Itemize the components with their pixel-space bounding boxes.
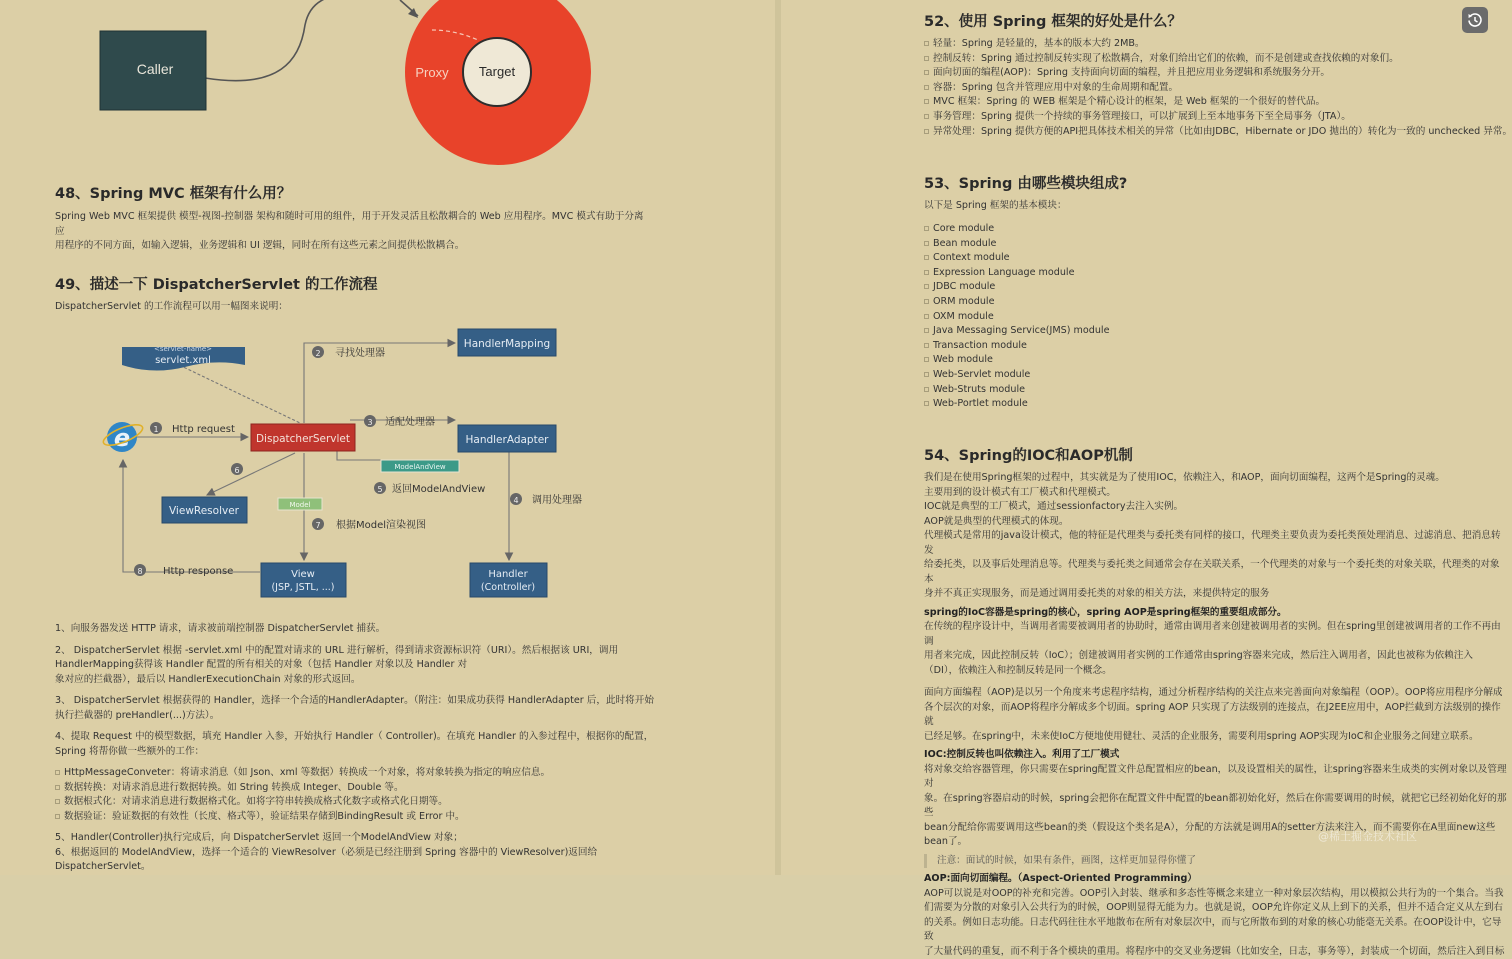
history-restore-button[interactable] [1462, 7, 1488, 33]
module-item: Context module [924, 251, 1110, 266]
text-line: 的关系。例如日志功能。日志代码往往水平地散布在所有对象层次中，而与它所散布到的对象的核心功能毫无关系。在OOP设计中，它导致 [924, 916, 1509, 945]
text-line: HandlerMapping获得该 Handler 配置的所有相关的对象（包括 Handler 对象以及 Handler 对 [55, 658, 655, 673]
step3-label: 适配处理器 [385, 415, 435, 428]
text-line: bean分配给你需要调用这些bean的类（假设这个类名是A），分配的方法就是调用A的setter方法来注入，而不需要你在A里面new这些 [924, 821, 1509, 836]
text-line: 将对象交给容器管理，你只需要在spring配置文件总配置相应的bean，以及设置相关的属性，让spring容器来生成类的实例对象以及管理对 [924, 763, 1509, 792]
text-line: 4、提取 Request 中的模型数据，填充 Handler 入参，开始执行 Handler（ Controller)。在填充 Handler 的入参过程中，根据你的配置， [55, 730, 655, 745]
text-line: 1、向服务器发送 HTTP 请求，请求被前端控制器 DispatcherServlet 捕获。 [55, 622, 655, 637]
history-icon [1466, 11, 1484, 29]
section-54-body [924, 471, 1509, 959]
section-49-bullets [55, 766, 655, 824]
section-49-intro: DispatcherServlet 的工作流程可以用一幅图来说明： [55, 300, 288, 315]
handler-label: Handler [488, 569, 528, 580]
text-line: 各个层次的对象，而AOP将程序分解成多个切面。spring AOP 只实现了方法级别的连接点，在J2EE应用中，AOP拦截到方法级别的操作就 [924, 701, 1509, 730]
caller-label: Caller [137, 61, 174, 77]
bullet-item: MVC 框架：Spring 的 WEB 框架是个精心设计的框架，是 Web 框架的一个很好的替代品。 [924, 95, 1512, 110]
section-48-title: 48、Spring MVC 框架有什么用？ [55, 182, 291, 203]
step-number: 4 [513, 496, 518, 505]
model-and-view-tag-label: ModelAndView [394, 463, 446, 471]
module-item: Web module [924, 353, 1110, 368]
servlet-name-label: <servlet-name> [154, 345, 212, 353]
caller-connector [205, 0, 345, 81]
text-line: 用程序的不同方面，如输入逻辑，业务逻辑和 UI 逻辑，同时在所有这些元素之间提供松散耦合。 [55, 239, 645, 254]
text-line: 了大量代码的重复，而不利于各个模块的重用。将程序中的交叉业务逻辑（比如安全，日志，事务等），封装成一个切面，然后注入到目标 [924, 945, 1509, 959]
text-line: 在传统的程序设计中，当调用者需要被调用者的协助时，通常由调用者来创建被调用者的实例。但在spring里创建被调用者的工作不再由调 [924, 620, 1509, 649]
text-line: 给委托类，以及事后处理消息等。代理类与委托类之间通常会存在关联关系，一个代理类的对象与一个委托类的对象关联，代理类的对象本 [924, 558, 1509, 587]
ie-letter: e [114, 424, 130, 452]
handler-adapter-label: HandlerAdapter [465, 434, 549, 446]
proxy-diagram [0, 0, 775, 170]
right-page [781, 0, 1512, 875]
view-label: View [291, 569, 315, 580]
module-item: Bean module [924, 237, 1110, 252]
bullet-item: 数据转换：对请求消息进行数据转换。如 String 转换成 Integer、Double 等。 [55, 781, 655, 796]
text-line: 2、 DispatcherServlet 根据 -servlet.xml 中的配置对请求的 URL 进行解析，得到请求资源标识符（URI）。然后根据该 URI，调用 [55, 644, 655, 659]
text-line: 象对应的拦截器），最后以 HandlerExecutionChain 对象的形式返回。 [55, 673, 655, 688]
step-number: 8 [137, 567, 142, 576]
step-number: 3 [367, 418, 372, 427]
module-item: OXM module [924, 310, 1110, 325]
step-number: 6 [234, 466, 239, 475]
step8-label: Http response [163, 566, 233, 577]
text-line: 代理模式是常用的java设计模式，他的特征是代理类与委托类有同样的接口，代理类主要负责为委托类预处理消息、过滤消息、把消息转发 [924, 529, 1509, 558]
text-line: 已经足够。在spring中，未来使IoC方便地使用健壮、灵活的企业服务，需要利用spring AOP实现为IoC和企业服务之间建立联系。 [924, 730, 1509, 745]
text-line: AOP就是典型的代理模式的体现。 [924, 515, 1509, 530]
text-line: DispatcherServlet。 [55, 860, 655, 875]
bullet-item: 异常处理：Spring 提供方便的API把具体技术相关的异常（比如由JDBC，Hibernate or JDO 抛出的）转化为一致的 unchecked 异常。 [924, 125, 1512, 140]
text-line: Spring 将帮你做一些额外的工作： [55, 745, 655, 760]
text-line: bean了。 [924, 835, 1509, 850]
step-number: 2 [315, 349, 320, 358]
text-line: 用者来完成，因此控制反转（IoC）；创建被调用者实例的工作通常由spring容器来完成，然后注入调用者，因此也被称为依赖注入 [924, 649, 1509, 664]
text-line: 5、Handler(Controller)执行完成后，向 DispatcherServlet 返回一个ModelAndView 对象； [55, 831, 655, 846]
proxy-label: Proxy [415, 65, 449, 80]
step2-label: 寻找处理器 [335, 346, 385, 359]
servlet-xml-label: servlet.xml [155, 355, 211, 366]
subheading: AOP:面向切面编程。（Aspect-Oriented Programming） [924, 872, 1509, 887]
section-54-title: 54、Spring的IOC和AOP机制 [924, 444, 1133, 465]
view-sublabel: (JSP, JSTL, ...) [271, 582, 334, 593]
module-item: Core module [924, 222, 1110, 237]
text-line: 象。在spring容器启动的时候，spring会把你在配置文件中配置的bean都初始化好，然后在你需要调用的时候，就把它已经初始化好的那些 [924, 792, 1509, 821]
step1-label: Http request [172, 424, 235, 435]
step-number: 5 [377, 485, 382, 494]
bullet-item: 控制反转：Spring 通过控制反转实现了松散耦合，对象们给出它们的依赖，而不是创建或查找依赖的对象们。 [924, 52, 1512, 67]
step4-label: 调用处理器 [532, 493, 582, 506]
subheading: IOC:控制反转也叫依赖注入。利用了工厂模式 [924, 748, 1509, 763]
bullet-item: 数据根式化：对请求消息进行数据格式化。如将字符串转换成格式化数字或格式化日期等。 [55, 795, 655, 810]
text-line: 执行拦截器的 preHandler(...)方法）。 [55, 709, 655, 724]
handler-sublabel: (Controller) [481, 582, 535, 593]
module-item: JDBC module [924, 280, 1110, 295]
module-item: Java Messaging Service(JMS) module [924, 324, 1110, 339]
module-item: Expression Language module [924, 266, 1110, 281]
left-page [0, 0, 775, 875]
bullet-item: 面向切面的编程(AOP)：Spring 支持面向切面的编程，并且把应用业务逻辑和系统服务分开。 [924, 66, 1512, 81]
note-quote: 注意：面试的时候，如果有条件，画图，这样更加显得你懂了 [924, 854, 1509, 869]
text-line: IOC就是典型的工厂模式，通过sessionfactory去注入实例。 [924, 500, 1509, 515]
view-resolver-label: ViewResolver [169, 505, 240, 517]
step-number: 7 [315, 521, 320, 530]
section-48-body [55, 210, 645, 254]
bullet-item: 容器：Spring 包含并管理应用中对象的生命周期和配置。 [924, 81, 1512, 96]
model-tag-label: Model [289, 501, 310, 509]
module-item: Web-Struts module [924, 383, 1110, 398]
section-49-steps [55, 622, 655, 875]
text-line: （DI），依赖注入和控制反转是同一个概念。 [924, 664, 1509, 679]
section-49-title: 49、描述一下 DispatcherServlet 的工作流程 [55, 273, 378, 294]
handler-mapping-label: HandlerMapping [464, 338, 550, 350]
module-item: Transaction module [924, 339, 1110, 354]
module-item: Web-Servlet module [924, 368, 1110, 383]
text-line: 6、根据返回的 ModelAndView，选择一个适合的 ViewResolver（必须是已经注册到 Spring 容器中的 ViewResolver)返回给 [55, 846, 655, 861]
subheading: spring的IoC容器是spring的核心，spring AOP是spring框架的重要组成部分。 [924, 606, 1509, 621]
text-line: 身并不真正实现服务，而是通过调用委托类的对象的相关方法，来提供特定的服务 [924, 587, 1509, 602]
text-line: 主要用到的设计模式有工厂模式和代理模式。 [924, 486, 1509, 501]
bullet-item: 轻量：Spring 是轻量的，基本的版本大约 2MB。 [924, 37, 1512, 52]
section-52-bullets [924, 37, 1512, 139]
dispatcher-diagram [95, 325, 615, 610]
text-line: 3、 DispatcherServlet 根据获得的 Handler，选择一个合适的HandlerAdapter。（附注：如果成功获得 HandlerAdapter 后，此时将开始 [55, 694, 655, 709]
module-item: Web-Portlet module [924, 397, 1110, 412]
step-number: 1 [153, 425, 158, 434]
bullet-item: HttpMessageConveter：将请求消息（如 Json、xml 等数据）转换成一个对象，将对象转换为指定的响应信息。 [55, 766, 655, 781]
step5-label: 返回ModelAndView [392, 483, 485, 495]
step7-label: 根据Model渲染视图 [336, 518, 426, 531]
dispatcher-servlet-label: DispatcherServlet [256, 433, 350, 445]
text-line: Spring Web MVC 框架提供 模型-视图-控制器 架构和随时可用的组件，用于开发灵活且松散耦合的 Web 应用程序。MVC 模式有助于分离应 [55, 210, 645, 239]
target-label: Target [479, 64, 516, 79]
watermark: @稀土掘金技术社区 [1318, 828, 1417, 844]
text-line: AOP可以说是对OOP的补充和完善。OOP引入封装、继承和多态性等概念来建立一种对象层次结构，用以模拟公共行为的一个集合。当我 [924, 887, 1509, 902]
module-list [924, 222, 1110, 412]
text-line: 我们是在使用Spring框架的过程中，其实就是为了使用IOC，依赖注入，和AOP，面向切面编程，这两个是Spring的灵魂。 [924, 471, 1509, 486]
text-line: 面向方面编程（AOP)是以另一个角度来考虑程序结构，通过分析程序结构的关注点来完善面向对象编程（OOP）。OOP将应用程序分解成 [924, 686, 1509, 701]
text-line: 们需要为分散的对象引入公共行为的时候，OOP则显得无能为力。也就是说，OOP允许你定义从上到下的关系，但并不适合定义从左到右 [924, 901, 1509, 916]
module-item: ORM module [924, 295, 1110, 310]
section-53-intro: 以下是 Spring 框架的基本模块： [924, 199, 1067, 214]
bullet-item: 数据验证：验证数据的有效性（长度、格式等），验证结果存储到BindingResult 或 Error 中。 [55, 810, 655, 825]
bullet-item: 事务管理：Spring 提供一个持续的事务管理接口，可以扩展到上至本地事务下至全局事务（JTA）。 [924, 110, 1512, 125]
section-52-title: 52、使用 Spring 框架的好处是什么？ [924, 10, 1182, 31]
section-53-title: 53、Spring 由哪些模块组成? [924, 172, 1127, 193]
